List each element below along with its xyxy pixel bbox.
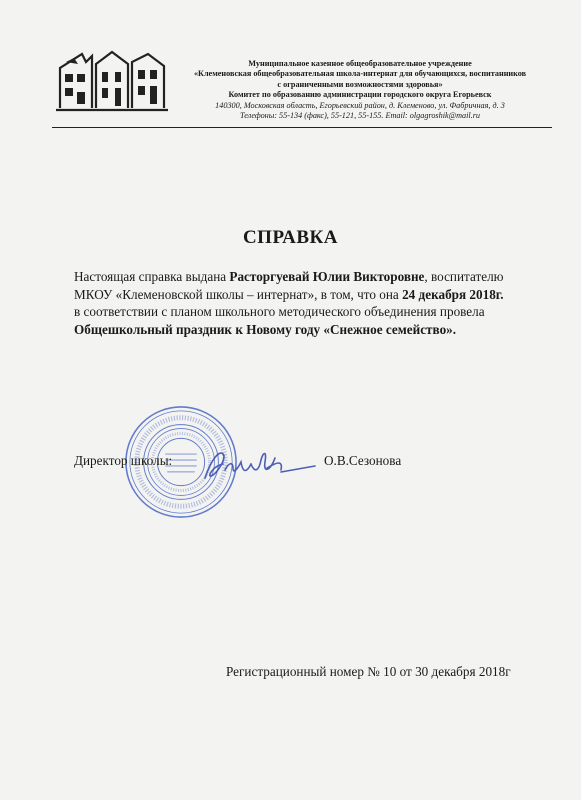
- letterhead-line: «Клеменовская общеобразовательная школа-интернат для обучающихся, воспитанников: [193, 69, 527, 79]
- school-logo: [52, 48, 172, 118]
- event-name: Общешкольный праздник к Новому году «Снежное семейство».: [74, 321, 457, 337]
- body-text: Настоящая справка выдана: [74, 269, 230, 284]
- letterhead-address: 140300, Московская область, Егорьевский район, д. Клеменово, ул. Фабричная, д. 3: [215, 100, 505, 110]
- signatory-name: О.В.Сезонова: [324, 453, 402, 468]
- body-text: в соответствии с планом школьного методического объединения провела: [74, 304, 485, 320]
- document-body: [74, 268, 534, 338]
- letterhead-line: Муниципальное казенное общеобразовательное учреждение: [248, 59, 472, 68]
- body-text: МКОУ «Клеменовской школы – интернат», в том, что она: [74, 286, 403, 302]
- signature-label: Директор школы:: [74, 453, 173, 468]
- letterhead-divider: [52, 127, 552, 128]
- document-title: СПРАВКА: [242, 227, 339, 248]
- letterhead-contacts: Телефоны: 55-134 (факс), 55-121, 55-155. Email: olgagroshik@mail.ru: [239, 111, 481, 121]
- event-date: 24 декабря 2018г.: [402, 286, 504, 302]
- registration-number: Регистрационный номер № 10 от 30 декабря 2018г: [226, 664, 511, 679]
- letterhead: [170, 59, 550, 121]
- body-text: , воспитателю: [424, 269, 504, 284]
- letterhead-line: с ограниченными возможностями здоровья»: [277, 79, 443, 89]
- body-line: [74, 303, 534, 321]
- recipient-name: Расторгуевай Юлии Викторовне: [229, 269, 425, 284]
- body-line: [74, 286, 534, 304]
- body-line: [74, 268, 534, 286]
- handwritten-signature: [197, 440, 317, 488]
- letterhead-line: Комитет по образованию администрации городского округа Егорьевск: [228, 90, 492, 100]
